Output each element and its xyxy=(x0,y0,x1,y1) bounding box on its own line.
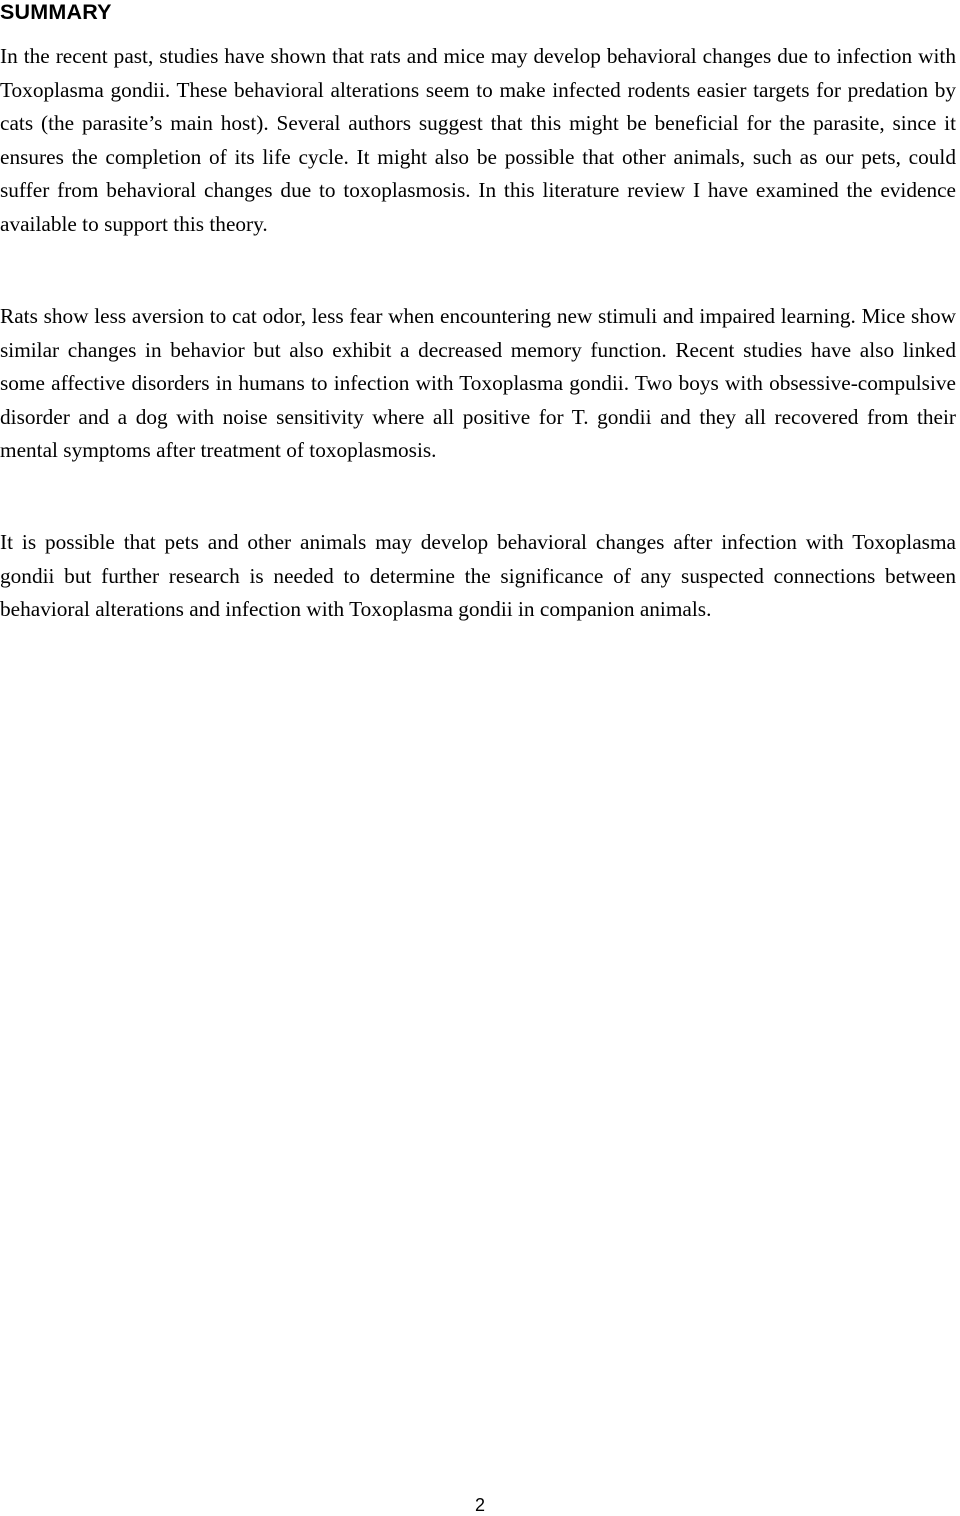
page-number: 2 xyxy=(474,1495,485,1515)
summary-paragraph-1: In the recent past, studies have shown that rats and mice may develop behavioral changes due to infection with Toxoplasma gondii. These behavioral alterations seem to make infected rodents easier targets for predation by cats (the parasite’s main host). Several authors suggest that this might be beneficial for the parasite, since it ensures the completion of its life cycle. It might also be possible that other animals, such as our pets, could suffer from behavioral changes due to toxoplasmosis. In this literature review I have examined the evidence available to support this theory. xyxy=(0,44,956,236)
summary-paragraph-3: It is possible that pets and other animals may develop behavioral changes after infection with Toxoplasma gondii but further research is needed to determine the significance of any suspected connections between behavioral alterations and infection with Toxoplasma gondii in companion animals. xyxy=(0,530,956,622)
section-heading: SUMMARY xyxy=(0,0,112,24)
summary-paragraph-2: Rats show less aversion to cat odor, less fear when encountering new stimuli and impaired learning. Mice show similar changes in behavior but also exhibit a decreased memory function. Recent studies have also linked some affective disorders in humans to infection with Toxoplasma gondii. Two boys with obsessive-compulsive disorder and a dog with noise sensitivity where all positive for T. gondii and they all recovered from their mental symptoms after treatment of toxoplasmosis. xyxy=(0,304,956,463)
